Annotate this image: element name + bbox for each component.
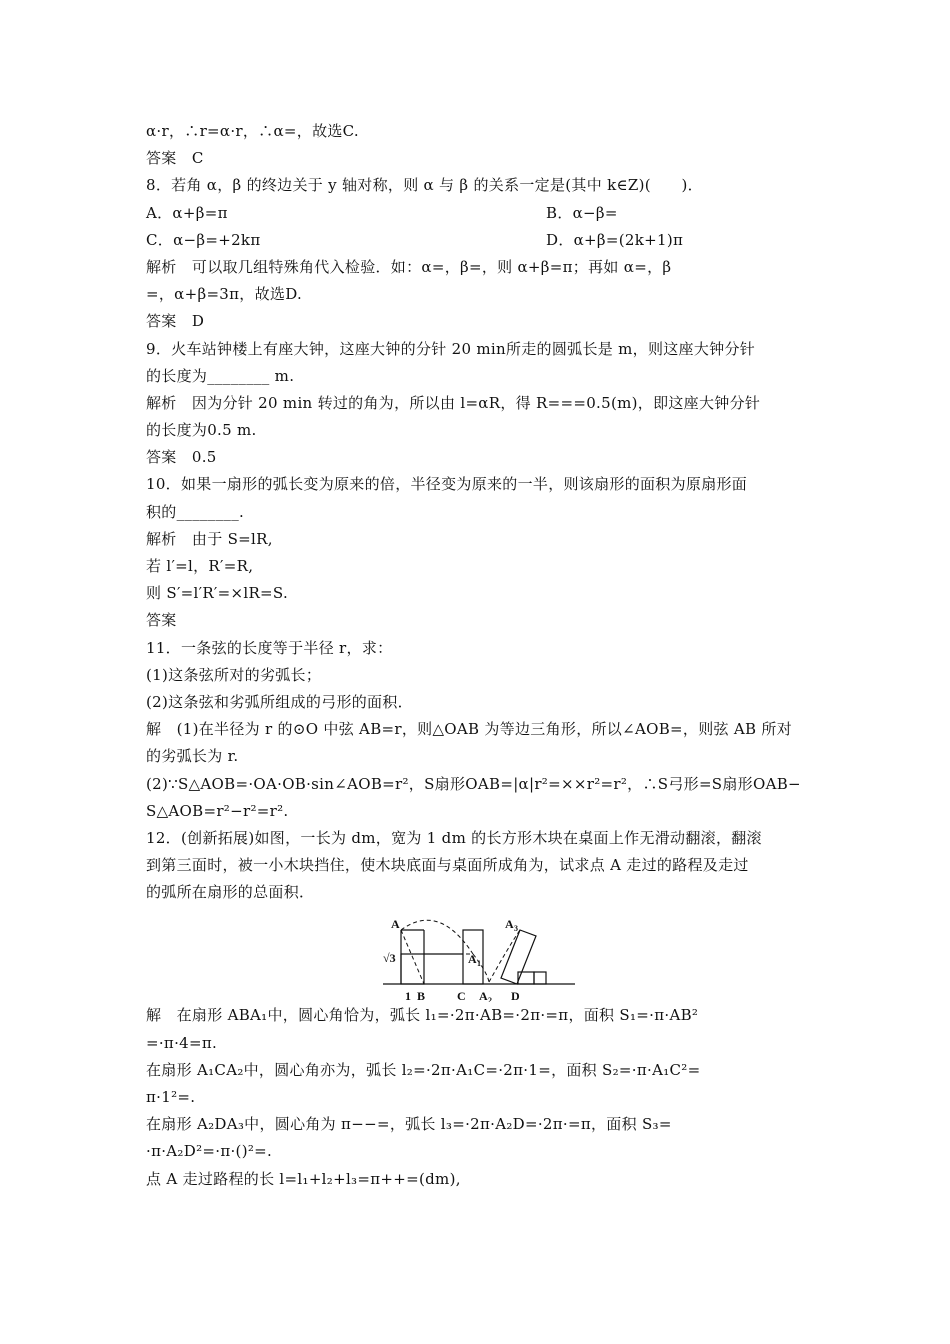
label-c: C [457, 989, 466, 1003]
document-page [146, 118, 806, 1193]
answer-line: 答案 C [146, 149, 204, 168]
question-9: 9．火车站钟楼上有座大钟，这座大钟的分针 20 min所走的圆弧长是 m，则这座大钟分针 [146, 339, 756, 358]
solution-line: 点 A 走过路程的长 l=l₁+l₂+l₃=π++=(dm), [146, 1169, 461, 1188]
analysis-line: 解析 由于 S=lR, [146, 529, 273, 548]
analysis-line: 则 S′=l′R′=×lR=S. [146, 584, 289, 603]
label-d: D [511, 989, 520, 1003]
options-row [146, 200, 806, 227]
options-row [146, 227, 806, 254]
solution-line: S△AOB=r²−r²=r². [146, 801, 289, 820]
block-start [401, 954, 424, 984]
option-d: D．α+β=(2k+1)π [546, 230, 684, 249]
text-line: α·r，∴r=α·r，∴α=，故选C. [146, 122, 359, 140]
analysis-line: 若 l′=l，R′=R, [146, 557, 254, 575]
analysis-line: 解析 可以取几组特殊角代入检验．如：α=，β=，则 α+β=π；再如 α=，β [146, 257, 672, 276]
question-12: 12．(创新拓展)如图，一长为 dm，宽为 1 dm 的长方形木块在桌面上作无滑动翻滚，翻滚 [146, 828, 762, 847]
question-10: 10．如果一扇形的弧长变为原来的倍，半径变为原来的一半，则该扇形的面积为原扇形面 [146, 475, 748, 494]
label-a2-sub: 2 [488, 996, 492, 1003]
option-b: B．α−β= [546, 203, 618, 222]
answer-line: 答案 0.5 [146, 448, 217, 467]
label-a2: A [479, 989, 488, 1003]
label-a3-sub: 3 [514, 924, 518, 934]
answer-line: 答案 [146, 611, 177, 630]
solution-line: 在扇形 A₂DA₃中，圆心角为 π−−=，弧长 l₃=·2π·A₂D=·2π·=π，面积 S₃= [146, 1115, 672, 1134]
question-11-part-1: (1)这条弦所对的劣弧长； [146, 665, 322, 684]
option-c: C．α−β=+2kπ [146, 230, 261, 249]
solution-line: (2)∵S△AOB=·OA·OB·sin∠AOB=r²，S扇形OAB=|α|r²=××r²=r²，∴S弓形=S扇形OAB− [146, 774, 801, 793]
analysis-line: 解析 因为分针 20 min 转过的角为，所以由 l=αR，得 R===0.5(m)，即这座大钟分针 [146, 393, 761, 412]
label-a: A [391, 917, 400, 932]
option-a: A．α+β=π [146, 203, 228, 222]
analysis-line: 的长度为0.5 m. [146, 421, 257, 440]
arc-1 [401, 921, 473, 955]
solution-line: =·π·4=π. [146, 1033, 218, 1052]
question-11-part-2: (2)这条弦和劣弧所组成的弓形的面积． [146, 692, 413, 711]
solution-line: 的劣弧长为 r. [146, 747, 239, 766]
question-12-cont: 到第三面时，被一小木块挡住，使木块底面与桌面所成角为，试求点 A 走过的路程及走过 [146, 856, 749, 875]
solution-line: 在扇形 A₁CA₂中，圆心角亦为，弧长 l₂=·2π·A₁C=·2π·1=，面积 S₂=·π·A₁C²= [146, 1060, 701, 1079]
rolling-block-diagram [379, 906, 579, 1002]
answer-line: 答案 D [146, 312, 205, 331]
question-12-cont: 的弧所在扇形的总面积． [146, 883, 315, 902]
solution-line: π·1²=. [146, 1088, 196, 1106]
question-11: 11．一条弦的长度等于半径 r，求： [146, 638, 393, 657]
solution-line: ·π·A₂D²=·π·()²=. [146, 1142, 273, 1161]
solution-line: 解 (1)在半径为 r 的⊙O 中弦 AB=r，则△OAB 为等边三角形，所以∠AOB=，则弦 AB 所对 [146, 720, 792, 739]
question-9-cont: 的长度为________ m. [146, 366, 295, 385]
label-a3: A [505, 917, 514, 932]
stopper-block [534, 972, 546, 984]
label-a1-sub: 1 [477, 959, 481, 969]
question-8: 8．若角 α，β 的终边关于 y 轴对称，则 α 与 β 的关系一定是(其中 k∈Z)( )． [146, 176, 703, 195]
solution-line: 解 在扇形 ABA₁中，圆心角恰为，弧长 l₁=·2π·AB=·2π·=π，面积 S₁=·π·AB² [146, 1006, 699, 1025]
label-b: B [417, 989, 426, 1003]
rolling-block-figure [146, 906, 806, 1002]
arc-3 [489, 930, 520, 982]
question-10-cont: 积的________. [146, 502, 245, 521]
label-sqrt3: √3 [383, 951, 396, 966]
analysis-line: =，α+β=3π，故选D. [146, 285, 303, 304]
label-a1: A [468, 952, 477, 967]
label-1: 1 [405, 989, 411, 1003]
